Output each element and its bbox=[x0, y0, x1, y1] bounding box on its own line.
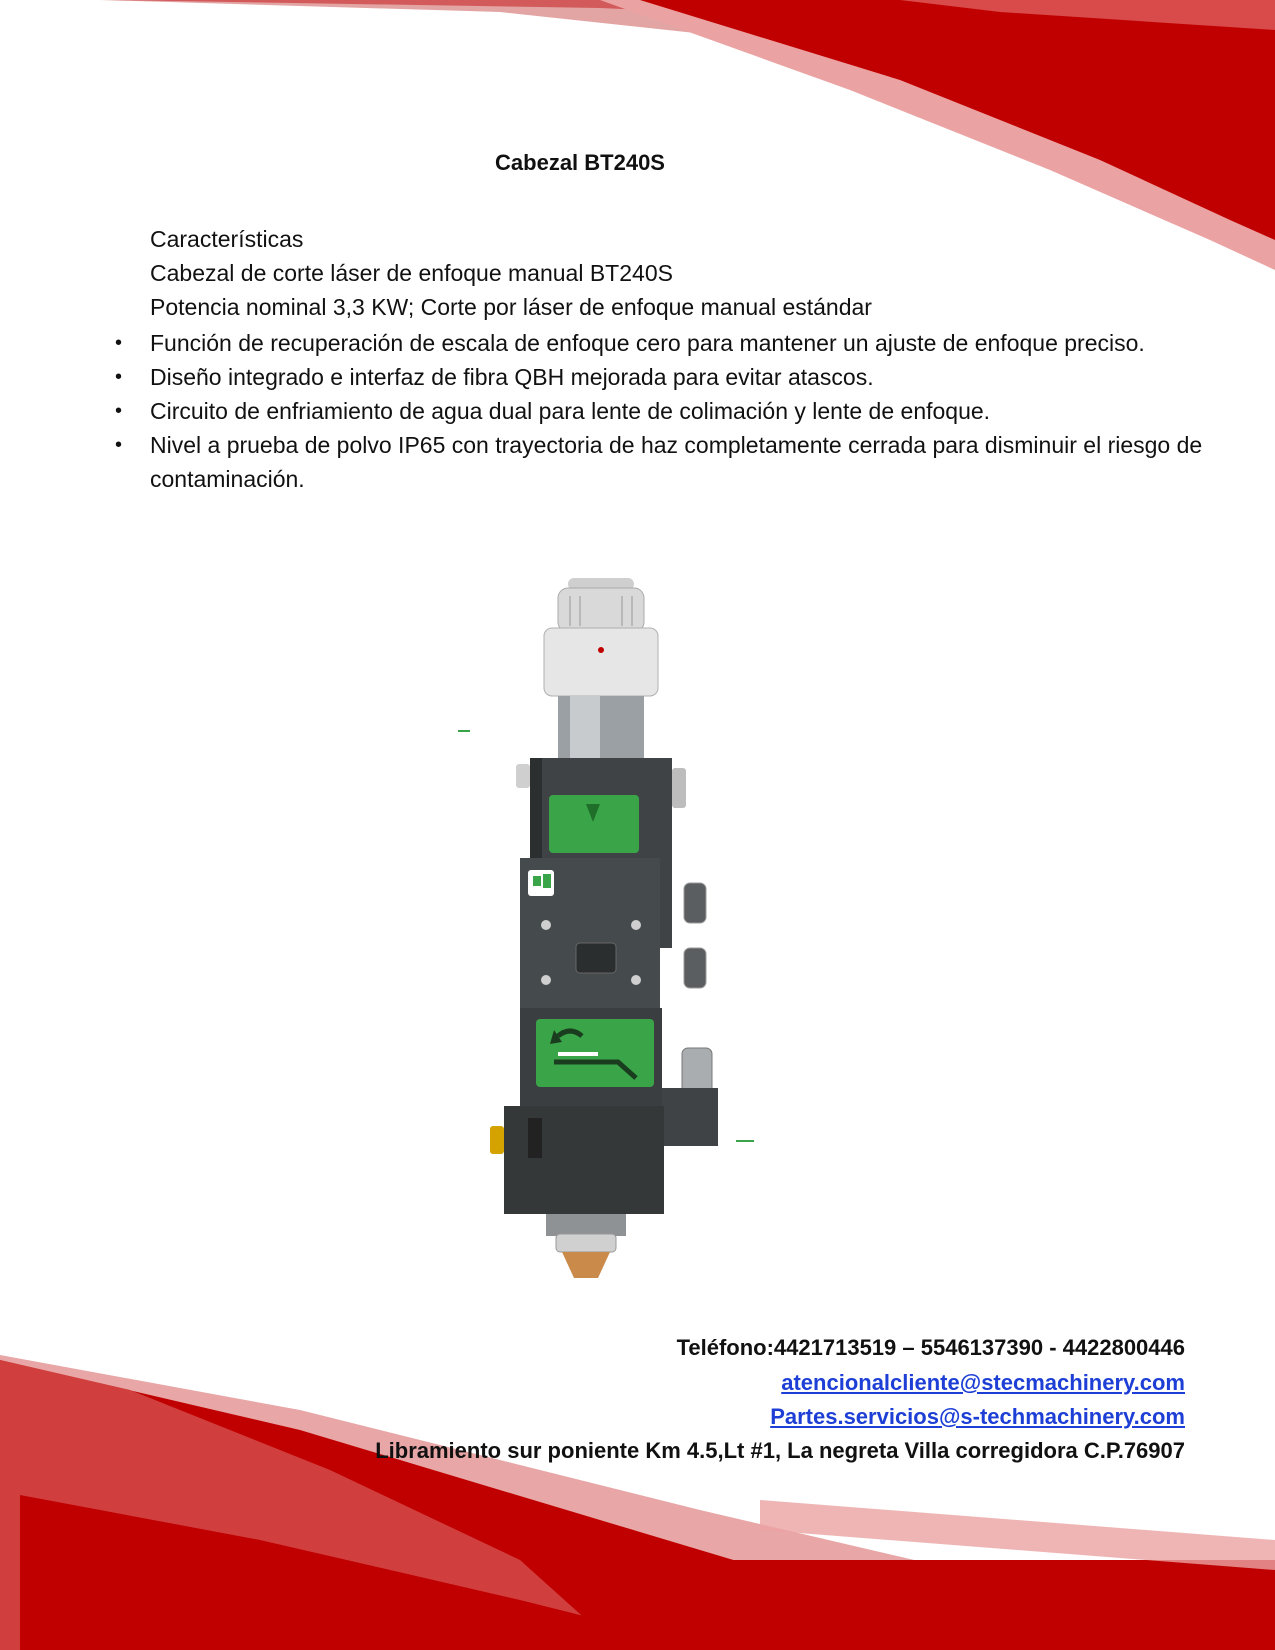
email-link-2[interactable]: Partes.servicios@s-techmachinery.com bbox=[770, 1404, 1185, 1429]
laser-head-image bbox=[458, 578, 798, 1358]
footer-email-1 bbox=[781, 1365, 1185, 1400]
footer-address: Libramiento sur poniente Km 4.5,Lt #1, La negreta Villa corregidora C.P.76907 bbox=[375, 1438, 1185, 1463]
list-item: • Circuito de enfriamiento de agua dual para lente de colimación y lente de enfoque. bbox=[150, 394, 1210, 428]
page-title: Cabezal BT240S bbox=[495, 150, 665, 175]
power-line: Potencia nominal 3,3 KW; Corte por láser de enfoque manual estándar bbox=[150, 294, 872, 320]
list-item: • Nivel a prueba de polvo IP65 con trayectoria de haz completamente cerrada para disminuir el riesgo de contaminación. bbox=[150, 428, 1210, 496]
product-line: Cabezal de corte láser de enfoque manual BT240S bbox=[150, 260, 673, 286]
footer-phone: Teléfono:4421713519 – 5546137390 - 4422800446 bbox=[676, 1335, 1185, 1360]
feature-list bbox=[150, 326, 1210, 496]
list-item: • Diseño integrado e interfaz de fibra QBH mejorada para evitar atascos. bbox=[150, 360, 1210, 394]
section-label: Características bbox=[150, 226, 304, 252]
footer-email-2 bbox=[770, 1399, 1185, 1434]
list-item: • Función de recuperación de escala de enfoque cero para mantener un ajuste de enfoque preciso. bbox=[150, 326, 1210, 360]
email-link-1[interactable]: atencionalcliente@stecmachinery.com bbox=[781, 1370, 1185, 1395]
